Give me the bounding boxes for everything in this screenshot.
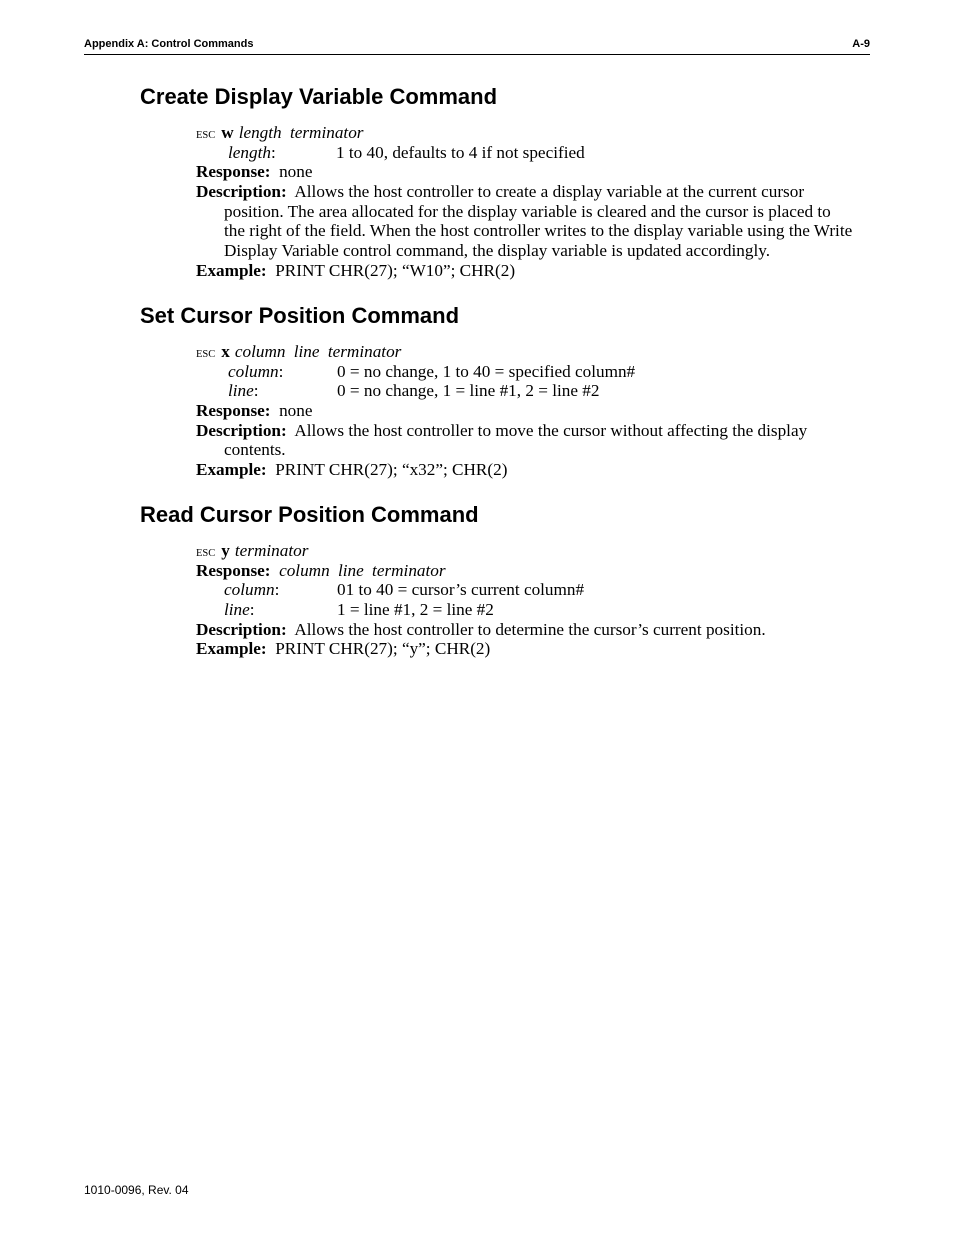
description-label: Description: [196,619,287,639]
param-row: length: 1 to 40, defaults to 4 if not specified [228,142,585,162]
example-label: Example: [196,460,267,480]
response-row [196,162,856,182]
command-letter: w [221,123,234,142]
example-row [196,639,856,659]
page-number: A-9 [852,38,870,50]
param-value: 1 = line #1, 2 = line #2 [337,600,494,620]
param-name: line [228,381,254,401]
section-body [196,541,856,659]
response-value: none [279,401,313,421]
response-value: column line terminator [279,560,446,580]
response-label: Response: [196,162,271,182]
section-body [196,123,856,281]
description-row [196,421,856,460]
response-row [196,561,856,581]
param-row: column: 01 to 40 = cursor’s current column# [224,580,585,600]
example-code: PRINT CHR(27); “W10”; CHR(2) [275,260,516,280]
response-row [196,401,856,421]
param-name: column [224,580,275,600]
response-value: none [279,162,313,182]
param-value: 01 to 40 = cursor’s current column# [337,580,585,600]
command-syntax [196,541,856,561]
description-row [196,620,856,640]
param-name: line [224,600,250,620]
command-letter: x [221,342,230,361]
param-name: length [228,142,271,162]
param-row: column: 0 = no change, 1 to 40 = specified column# [228,361,636,381]
example-label: Example: [196,260,267,280]
example-label: Example: [196,639,267,659]
page-footer: 1010-0096, Rev. 04 [84,1183,189,1197]
param-name: column [228,361,279,381]
example-code: PRINT CHR(27); “x32”; CHR(2) [275,460,508,480]
command-args: terminator [234,541,309,560]
example-code: PRINT CHR(27); “y”; CHR(2) [275,639,491,659]
section-body [196,342,856,480]
param-value: 1 to 40, defaults to 4 if not specified [336,142,585,162]
section-title: Read Cursor Position Command [140,502,479,527]
section-title: Set Cursor Position Command [140,303,460,328]
example-row [196,261,856,281]
param-row: line: 1 = line #1, 2 = line #2 [224,600,494,620]
description-label: Description: [196,182,287,202]
description-row [196,182,856,261]
description-text: Allows the host controller to determine the cursor’s current position. [294,619,766,639]
param-value: 0 = no change, 1 = line #1, 2 = line #2 [337,381,600,401]
command-syntax [196,342,856,362]
param-value: 0 = no change, 1 to 40 = specified column# [337,361,636,381]
description-text: Allows the host controller to create a display variable at the current cursor position. The area allocated for the display variable is cleared and the cursor is placed to the right of the field. When the host controller writes to the display variable using the Write Display Variable control command, the display variable is updated accordingly. [224,182,853,261]
example-row [196,460,856,480]
esc-code: ESC [196,349,216,360]
page-header [84,38,870,55]
param-row: line: 0 = no change, 1 = line #1, 2 = line #2 [228,381,600,401]
esc-code: ESC [196,130,216,141]
response-label: Response: [196,401,271,421]
command-args: column line terminator [234,342,402,361]
response-label: Response: [196,560,271,580]
command-syntax [196,123,856,143]
command-args: length terminator [238,123,364,142]
section-title: Create Display Variable Command [140,84,498,109]
description-label: Description: [196,420,287,440]
header-title: Appendix A: Control Commands [84,38,254,50]
command-letter: y [221,541,230,560]
description-text: Allows the host controller to move the cursor without affecting the display contents. [224,420,808,460]
esc-code: ESC [196,548,216,559]
